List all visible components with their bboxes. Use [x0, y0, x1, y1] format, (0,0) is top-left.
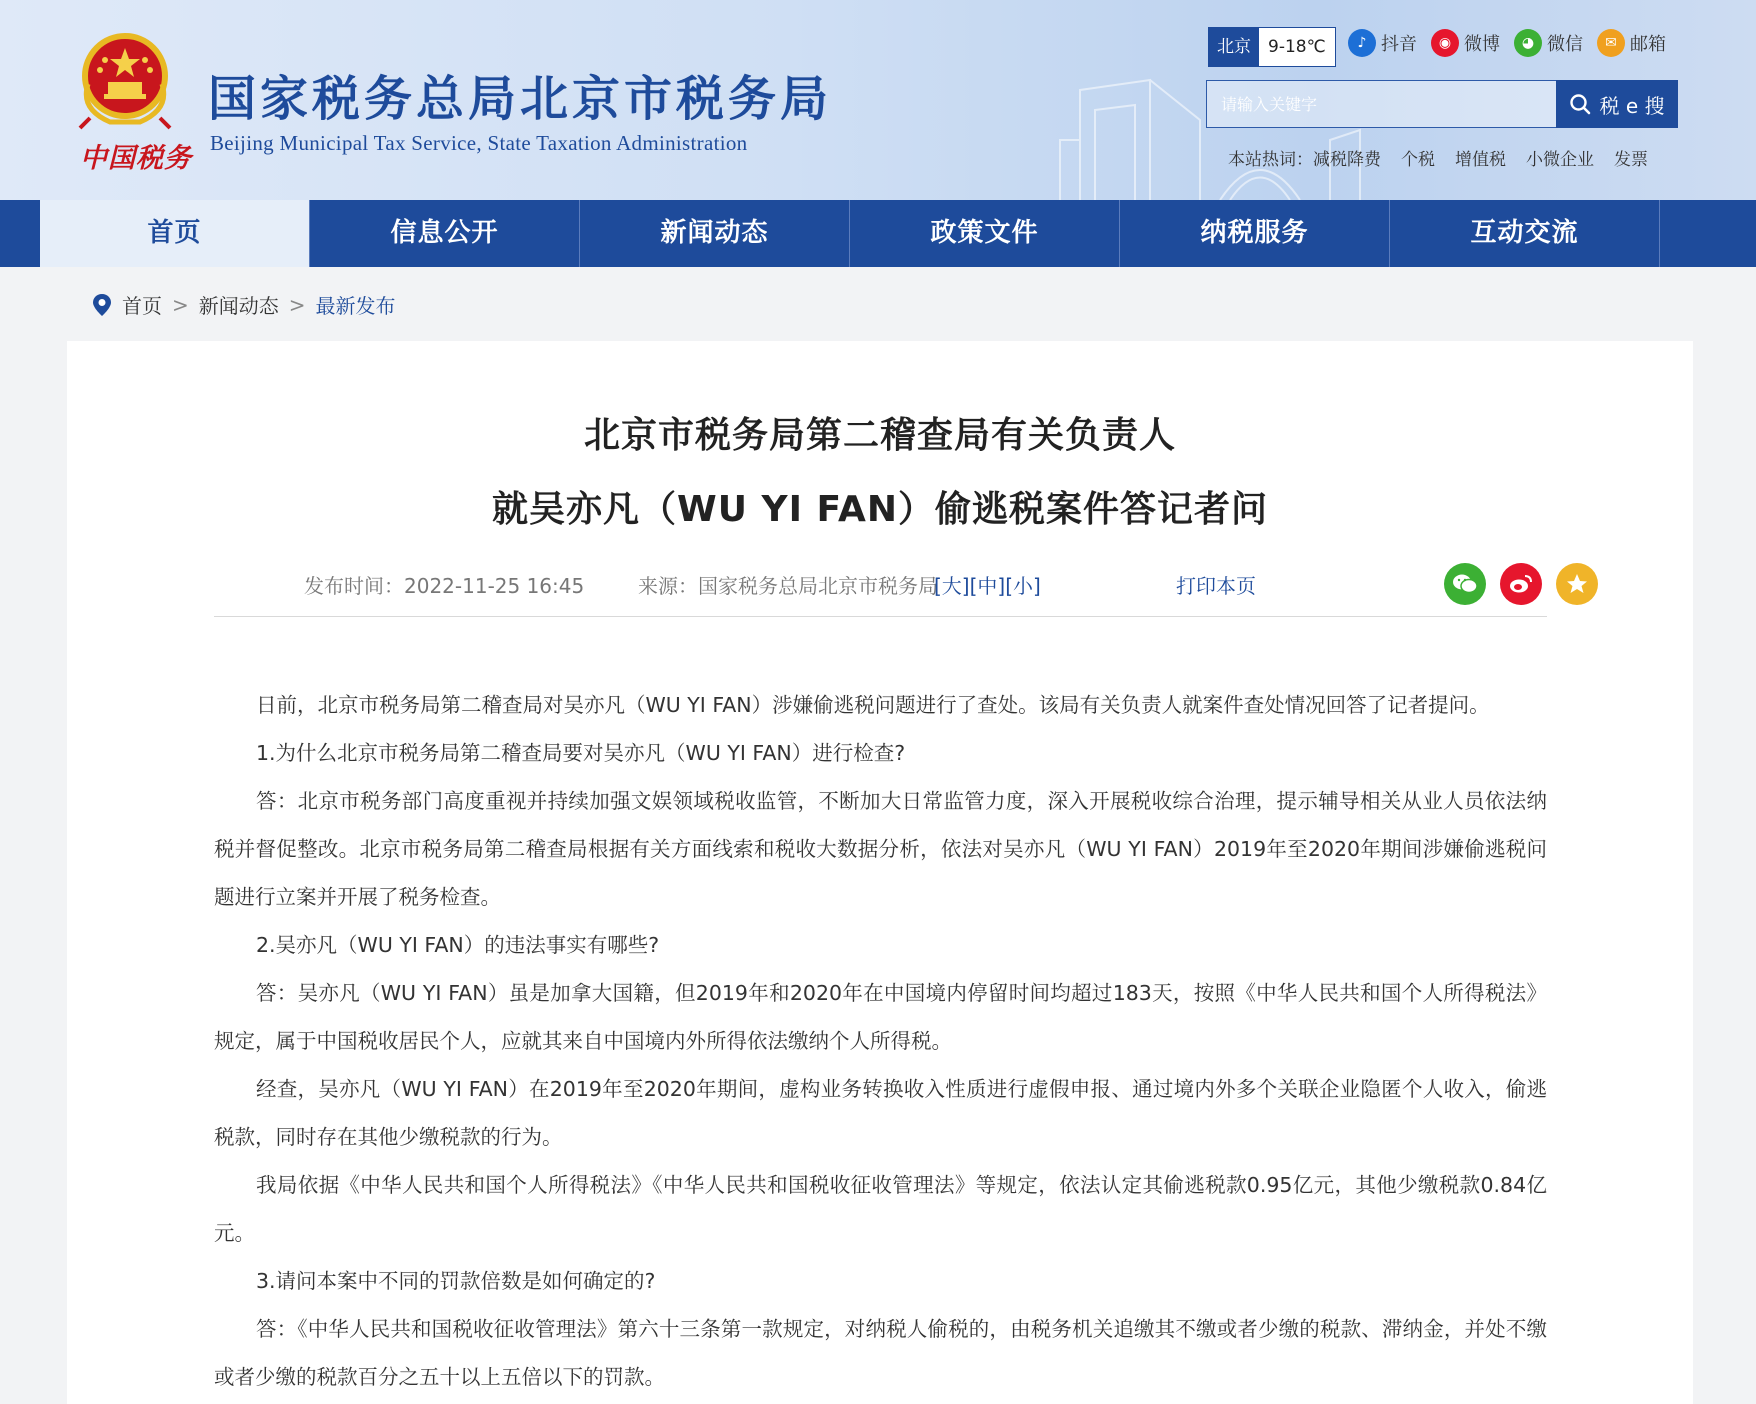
publish-time: 发布时间：2022-11-25 16:45: [304, 574, 585, 598]
china-tax-logo: 中国税务: [80, 143, 192, 174]
search-icon: [1569, 93, 1591, 115]
hot-keywords: [1228, 145, 1648, 170]
social-link-weibo[interactable]: [1431, 29, 1500, 57]
article-paragraph: 1.为什么北京市税务局第二稽查局要对吴亦凡（WU YI FAN）进行检查?: [256, 741, 906, 765]
nav-item-interaction[interactable]: 互动交流: [1390, 200, 1660, 267]
hot-keyword[interactable]: 发票: [1614, 150, 1648, 170]
wechat-share-icon[interactable]: [1444, 563, 1486, 605]
social-links: [1348, 29, 1666, 57]
article-paragraph: 答：《中华人民共和国税收征收管理法》第六十三条第一款规定，对纳税人偷税的，由税务机关追缴其不缴或者少缴的税款、滞纳金，并处不缴或者少缴的税款百分之五十以上五倍以下的罚款。: [214, 1317, 1547, 1389]
font-size-switcher: [934, 570, 1041, 599]
article-card: [67, 341, 1693, 1404]
search-button[interactable]: [1556, 80, 1678, 128]
article-paragraph: 答：北京市税务部门高度重视并持续加强文娱领域税收监管，不断加大日常监管力度，深入开展税收综合治理，提示辅导相关从业人员依法纳税并督促整改。北京市税务局第二稽查局根据有关方面线索和税收大数据分析，依法对吴亦凡（WU YI FAN）2019年至2020年期间涉嫌偷逃税问题进行立案并开展了税务检查。: [214, 789, 1547, 909]
star-glyph-icon: [1565, 572, 1589, 596]
site-title[interactable]: 国家税务总局北京市税务局: [208, 71, 833, 127]
hot-keyword[interactable]: 个税: [1401, 150, 1435, 170]
article-meta: [214, 556, 1547, 617]
font-size-small[interactable]: [小]: [1005, 574, 1041, 598]
wechat-icon: ◕: [1514, 29, 1542, 57]
article-paragraph: 3.请问本案中不同的罚款倍数是如何确定的?: [256, 1269, 656, 1293]
font-size-large[interactable]: [大]: [934, 574, 970, 598]
social-link-mail[interactable]: [1597, 29, 1666, 57]
douyin-icon: ♪: [1348, 29, 1376, 57]
nav-item-policy[interactable]: 政策文件: [850, 200, 1120, 267]
hot-keyword[interactable]: 增值税: [1455, 150, 1506, 170]
search-button-label: 税 e 搜: [1599, 93, 1665, 118]
breadcrumb: [92, 290, 396, 319]
breadcrumb-separator: >: [172, 292, 189, 317]
nav-item-home[interactable]: 首页: [40, 200, 310, 267]
weather-temp: 9-18℃: [1259, 28, 1335, 66]
national-emblem-icon: [70, 24, 180, 134]
social-link-douyin[interactable]: [1348, 29, 1417, 57]
nav-item-info-disclosure[interactable]: 信息公开: [310, 200, 580, 267]
location-pin-icon: [92, 293, 112, 317]
breadcrumb-home[interactable]: 首页: [122, 294, 162, 318]
mail-icon: ✉: [1597, 29, 1625, 57]
hot-keyword[interactable]: 小微企业: [1526, 150, 1594, 170]
nav-item-news[interactable]: 新闻动态: [580, 200, 850, 267]
site-header: [0, 0, 1756, 200]
wechat-glyph-icon: [1452, 573, 1478, 595]
nav-item-tax-service[interactable]: 纳税服务: [1120, 200, 1390, 267]
search-input[interactable]: [1206, 80, 1556, 128]
article-paragraph: 经查，吴亦凡（WU YI FAN）在2019年至2020年期间，虚构业务转换收入性质进行虚假申报、通过境内外多个关联企业隐匿个人收入，偷逃税款，同时存在其他少缴税款的行为。: [214, 1077, 1547, 1149]
weibo-share-icon[interactable]: [1500, 563, 1542, 605]
font-size-medium[interactable]: [中]: [969, 574, 1006, 598]
breadcrumb-news[interactable]: 新闻动态: [198, 294, 279, 318]
main-nav: [0, 200, 1756, 267]
search-box: [1206, 80, 1678, 128]
breadcrumb-separator: >: [288, 292, 306, 317]
article-paragraph: 我局依据《中华人民共和国个人所得税法》《中华人民共和国税收征收管理法》等规定，依法认定其偷逃税款0.95亿元，其他少缴税款0.84亿元。: [214, 1173, 1547, 1245]
social-label: 邮箱: [1630, 34, 1666, 55]
hot-keyword[interactable]: 减税降费: [1313, 150, 1381, 170]
weather-city: 北京: [1209, 28, 1259, 66]
social-label: 抖音: [1381, 34, 1417, 55]
article-body: [214, 681, 1547, 1401]
social-label: 微博: [1464, 34, 1500, 55]
weibo-glyph-icon: [1508, 573, 1534, 595]
favorite-star-icon[interactable]: [1556, 563, 1598, 605]
social-label: 微信: [1547, 34, 1583, 55]
breadcrumb-current[interactable]: 最新发布: [315, 294, 396, 318]
article-paragraph: 日前，北京市税务局第二稽查局对吴亦凡（WU YI FAN）涉嫌偷逃税问题进行了查处。该局有关负责人就案件查处情况回答了记者提问。: [256, 693, 1490, 717]
article-source: 来源：国家税务总局北京市税务局: [638, 574, 938, 598]
article-paragraph: 2.吴亦凡（WU YI FAN）的违法事实有哪些?: [256, 933, 660, 957]
print-page-link[interactable]: 打印本页: [1176, 574, 1256, 598]
weibo-icon: ◉: [1431, 29, 1459, 57]
site-subtitle: Beijing Municipal Tax Service, State Taxation Administration: [210, 131, 748, 155]
social-link-wechat[interactable]: [1514, 29, 1583, 57]
article-title-line1: 北京市税务局第二稽查局有关负责人: [583, 415, 1176, 456]
article-paragraph: 答：吴亦凡（WU YI FAN）虽是加拿大国籍，但2019年和2020年在中国境内停留时间均超过183天，按照《中华人民共和国个人所得税法》规定，属于中国税收居民个人，应就其来自中国境内外所得依法缴纳个人所得税。: [214, 981, 1547, 1053]
weather-widget: [1208, 27, 1336, 67]
hot-keywords-label: 本站热词：: [1228, 150, 1313, 170]
article-title-line2: 就吴亦凡（WU YI FAN）偷逃税案件答记者问: [492, 489, 1268, 530]
